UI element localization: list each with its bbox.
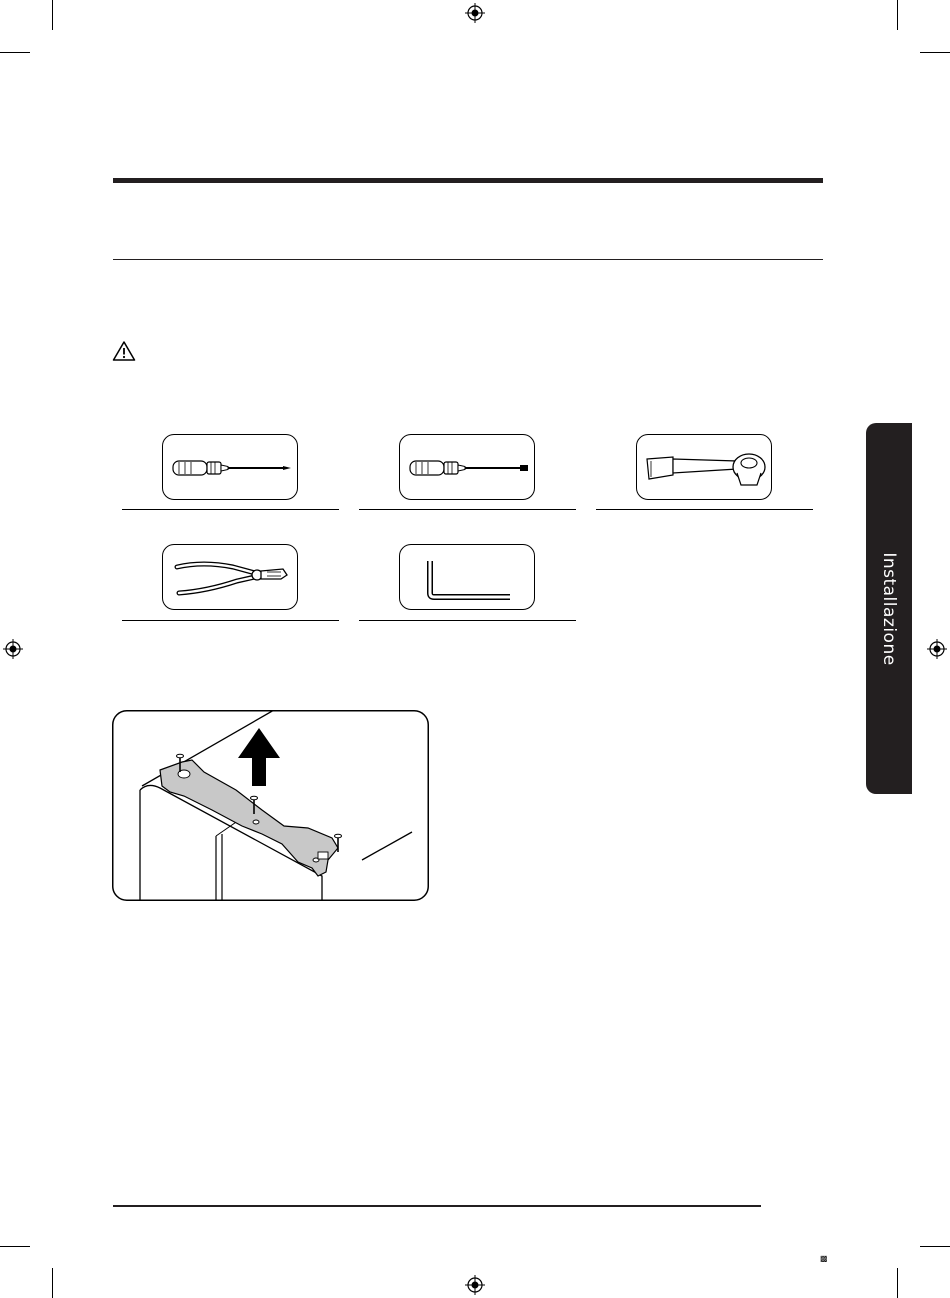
remove-bracket-illustration (112, 710, 429, 901)
registration-crosshair-icon (927, 639, 947, 659)
tool-underline (359, 620, 576, 621)
tool-underline (122, 509, 339, 510)
side-section-tab (866, 423, 912, 794)
footer-rule (113, 1205, 761, 1207)
tool-underline (122, 620, 339, 621)
flat-screwdriver-icon (400, 435, 536, 501)
crop-mark (897, 1268, 898, 1298)
crop-mark (52, 0, 53, 30)
warning-triangle-icon (112, 340, 136, 362)
crop-mark (920, 1246, 950, 1247)
tool-underline (359, 509, 576, 510)
crop-mark (920, 52, 950, 53)
phillips-screwdriver-icon (163, 435, 299, 501)
subsection-rule (113, 259, 823, 260)
tool-card-phillips-screwdriver (162, 434, 298, 500)
registration-crosshair-icon (465, 3, 485, 23)
crop-mark (52, 1268, 53, 1298)
tool-card-flat-screwdriver (399, 434, 535, 500)
section-heading-rule (113, 178, 823, 183)
registration-crosshair-icon (3, 639, 23, 659)
crop-mark (897, 0, 898, 30)
tool-card-pliers (162, 544, 298, 610)
pliers-icon (163, 545, 299, 611)
tool-card-socket-wrench (636, 434, 772, 500)
side-section-tab-label: Installazione (879, 551, 899, 666)
page-number-marker: ▩ (820, 1254, 828, 1263)
registration-crosshair-icon (465, 1275, 485, 1295)
crop-mark (0, 52, 30, 53)
socket-wrench-icon (637, 435, 773, 501)
tool-card-allen-key (399, 544, 535, 610)
allen-key-icon (400, 545, 536, 611)
crop-mark (0, 1246, 30, 1247)
tool-underline (596, 509, 813, 510)
